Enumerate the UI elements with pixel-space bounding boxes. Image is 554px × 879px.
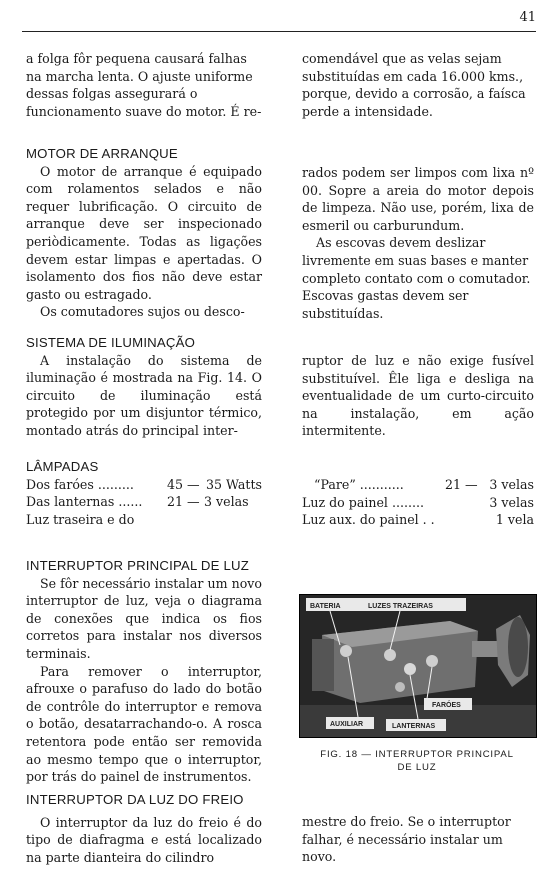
ilum-right-text: ruptor de luz e não exige fusível substituível. Êle liga e desliga na eventualidade de um curto-circuito na instalação, em ação intermitente. xyxy=(302,353,534,439)
lamp-row: “Pare” ........... 21 — 3 velas xyxy=(314,477,534,492)
lampadas-heading: LÂMPADAS xyxy=(26,459,99,474)
block1-right-text: comendável que as velas sejam substituídas em cada 16.000 kms., porque, devido a corrosão, a faísca perde a intensidade. xyxy=(302,51,526,119)
label-faroes: FARÓES xyxy=(432,702,461,709)
block1-right xyxy=(302,50,534,120)
motor-left xyxy=(26,145,262,321)
motor-right xyxy=(302,164,534,322)
block1-left xyxy=(26,50,262,120)
motor-left-p1: O motor de arranque é equipado com rolamentos selados e não requer lubrificação. O circuito de arranque deve ser inspecionado periòdicamente. Todas as ligações devem estar limpas e apertadas. O isolamento dos fios não deve estar gasto ou estragado. xyxy=(26,163,262,302)
lampadas-left xyxy=(26,458,262,528)
block1-left-text: a folga fôr pequena causará falhas na marcha lenta. O ajuste uniforme dessas folgas assegurará o funcionamento suave do motor. É re- xyxy=(26,51,262,119)
motor-heading: MOTOR DE ARRANQUE xyxy=(26,146,178,161)
header-rule xyxy=(22,31,536,32)
ilum-right xyxy=(302,352,534,440)
interruptor-p1: Se fôr necessário instalar um novo interruptor de luz, veja o diagrama de conexões que indica os fios corretos para instalar nos diversos terminais. xyxy=(26,575,262,661)
caption-line-2: DE LUZ xyxy=(397,762,437,773)
label-luzes-trazeiras: LUZES TRAZEIRAS xyxy=(368,603,433,610)
ilum-left-text: A instalação do sistema de iluminação é mostrada na Fig. 14. O circuito de iluminação está protegido por um disjuntor térmico, montado atrás do principal inter- xyxy=(26,352,262,438)
freio-right-text: mestre do freio. Se o interruptor falhar, é necessário instalar um novo. xyxy=(302,814,511,865)
lamp-row: Dos faróes ......... 45 — 35 Watts xyxy=(26,476,262,492)
freio-left xyxy=(26,791,262,866)
lampadas-right xyxy=(302,476,534,529)
figure-photo xyxy=(299,594,537,738)
interruptor-left xyxy=(26,557,262,786)
motor-left-p2: Os comutadores sujos ou desco- xyxy=(40,304,245,320)
label-lanternas: LANTERNAS xyxy=(392,723,436,730)
lamp-row: Luz aux. do painel . . 1 vela xyxy=(302,512,534,528)
switch-illustration xyxy=(300,595,536,737)
lamp-row: Das lanternas ...... 21 — 3 velas xyxy=(26,494,249,510)
page-number: 41 xyxy=(519,10,536,25)
freio-heading: INTERRUPTOR DA LUZ DO FREIO xyxy=(26,792,244,807)
label-auxiliar: AUXILIAR xyxy=(330,721,364,728)
freio-left-text: O interruptor da luz do freio é do tipo de diafragma e está localizado na parte dianteira do cilindro xyxy=(26,814,262,865)
figure-caption xyxy=(299,748,535,774)
freio-right xyxy=(302,813,534,866)
caption-line-1: FIG. 18 — INTERRUPTOR PRINCIPAL xyxy=(320,749,514,760)
label-bateria: BATERIA xyxy=(310,603,341,610)
motor-right-p1: rados podem ser limpos com lixa nº 00. Sopre a areia do motor depois de limpeza. Não use, porém, lixa de esmeril ou carburundum. xyxy=(302,165,534,233)
interruptor-p2: Para remover o interruptor, afrouxe o parafuso do lado do botão de contrôle do interruptor e remova o botão, desatarrachando-o. A rosca retentora pode então ser removida ao mesmo tempo que o interruptor, por trás do painel de instrumentos. xyxy=(26,663,262,785)
lamp-row: Luz traseira e do xyxy=(26,511,135,527)
lamp-row: Luz do painel ........ 3 velas xyxy=(302,494,534,510)
ilum-left xyxy=(26,334,262,440)
ilum-heading: SISTEMA DE ILUMINAÇÃO xyxy=(26,335,196,350)
interruptor-heading: INTERRUPTOR PRINCIPAL DE LUZ xyxy=(26,558,249,573)
motor-right-p2: As escovas devem deslizar livremente em suas bases e manter completo contato com o comutador. Escovas gastas devem ser substituídas. xyxy=(302,235,531,321)
